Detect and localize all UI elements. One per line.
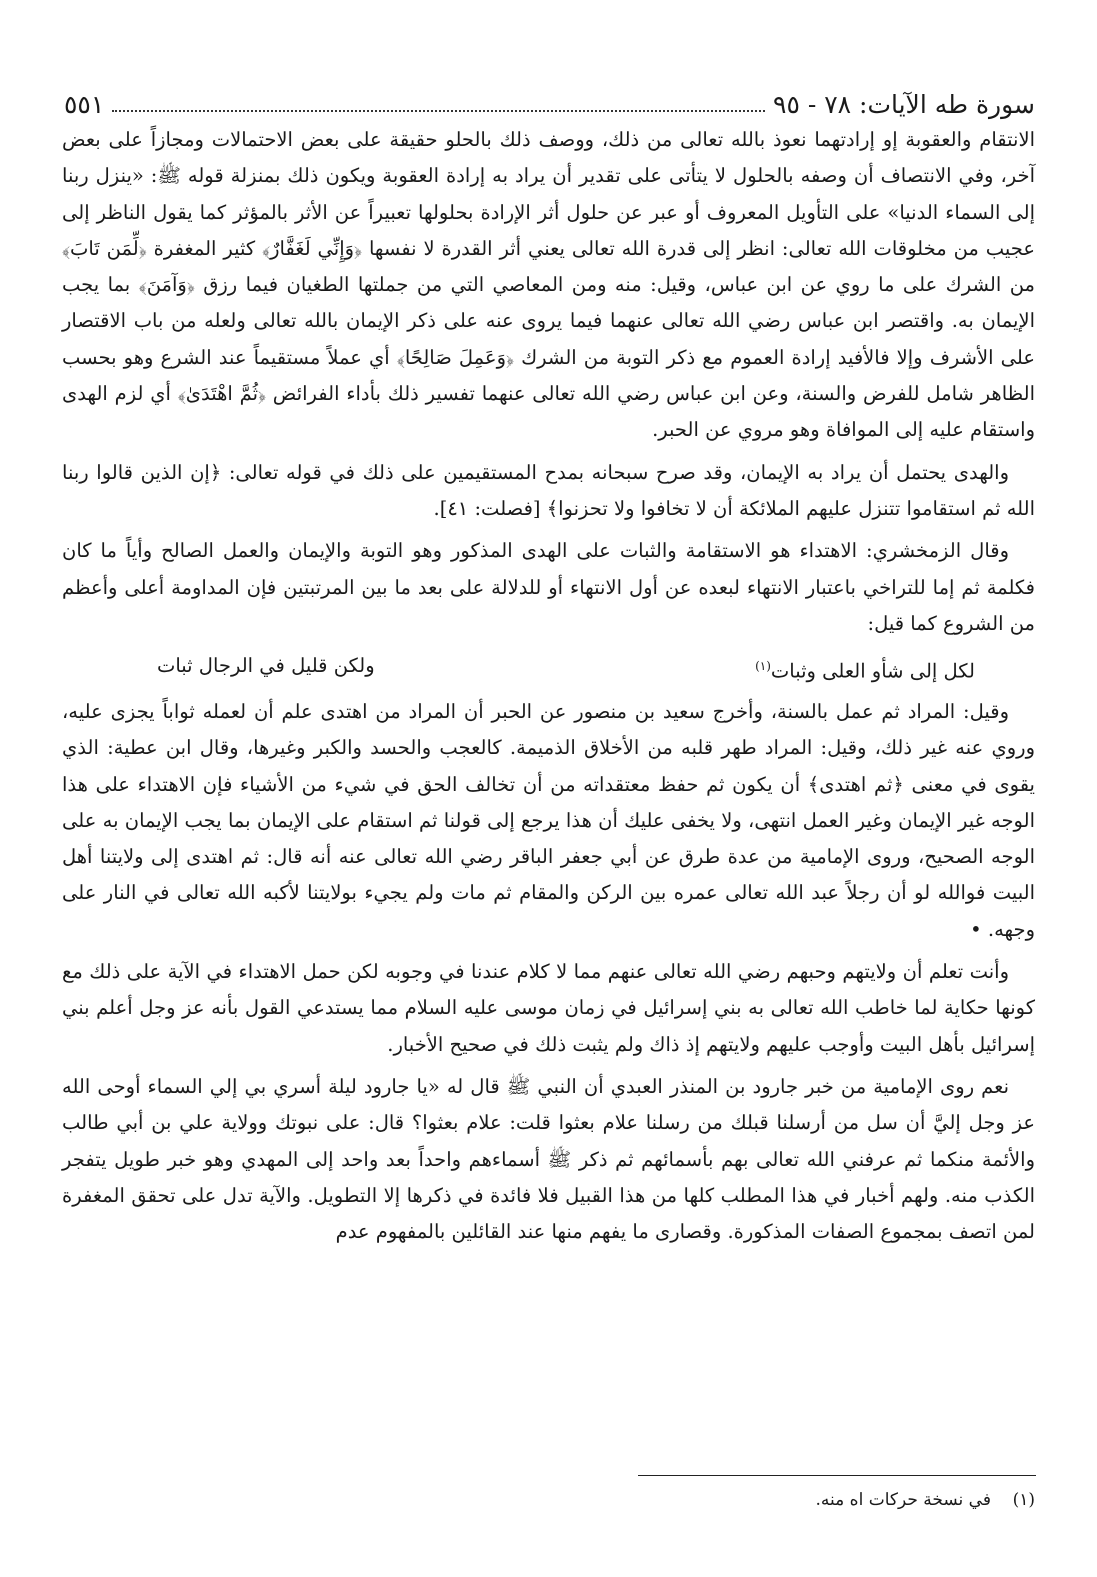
poem-second-hemistich: ولكن قليل في الرجال ثبات bbox=[157, 654, 375, 678]
footnote bbox=[816, 1488, 1036, 1512]
paragraph: الانتقام والعقوبة إو إرادتهما نعوذ بالله تعالى من ذلك، ووصف ذلك بالحلو حقيقة على بعض الاحتمالات ومجازاً على بعض آخر، وفي الانتصاف أن وصفه بالحلول لا يتأتى على تقدير أن يراد به إرادة العقوبة ويكون ذلك بمنزلة قوله ﷺ: «ينزل ربنا إلى السماء الدنيا» على التأويل المعروف أو عبر عن حلول أثر الإرادة بحلولها تعبيراً عن الأثر بالمؤثر كما يقول الناظر إلى عجيب من مخلوقات الله تعالى: انظر إلى قدرة الله تعالى يعني أثر القدرة لا نفسها ﴿وَإِنِّي لَغَفَّارٌ﴾ كثير المغفرة ﴿لِّمَن تَابَ﴾ من الشرك على ما روي عن ابن عباس، وقيل: منه ومن المعاصي التي من جملتها الطغيان فيما رزق ﴿وَآمَنَ﴾ بما يجب الإيمان به. واقتصر ابن عباس رضي الله تعالى عنهما فيما يروى عنه على ذكر الإيمان بالله تعالى ولعله من باب الاقتصار على الأشرف وإلا فالأفيد إرادة العموم مع ذكر التوبة من الشرك ﴿وَعَمِلَ صَالِحًا﴾ أي عملاً مستقيماً عند الشرع وهو بحسب الظاهر شامل للفرض والسنة، وعن ابن عباس رضي الله تعالى عنهما تفسير ذلك بأداء الفرائض ﴿ثُمَّ اهْتَدَىٰ﴾ أي لزم الهدى واستقام عليه إلى الموافاة وهو مروي عن الحبر. bbox=[62, 128, 1035, 442]
page-number: ٥٥١ bbox=[64, 90, 105, 119]
paragraph: والهدى يحتمل أن يراد به الإيمان، وقد صرح سبحانه بمدح المستقيمين على ذلك في قوله تعالى: ﴿إن الذين قالوا ربنا الله ثم استقاموا تتنزل عليهم الملائكة أن لا تخافوا ولا تحزنوا﴾ [فصلت: ٤١]. bbox=[62, 460, 1035, 520]
paragraph: وأنت تعلم أن ولايتهم وحبهم رضي الله تعالى عنهم مما لا كلام عندنا في وجوبه لكن حمل الاهتداء في الآية على ذلك مع كونها حكاية لما خاطب الله تعالى به بني إسرائيل في زمان موسى عليه السلام مما يستدعي القول بأنه عز وجل أعلم بني إسرائيل بأهل البيت وأوجب عليهم ولايتهم إذ ذاك ولم يثبت ذلك في صحيح الأخبار. bbox=[62, 960, 1036, 1056]
footnote-text: في نسخة حركات اه منه. bbox=[815, 1490, 991, 1510]
running-header bbox=[64, 86, 1035, 120]
poem-first-hemistich-text: لكل إلى شأو العلى وثبات bbox=[770, 659, 975, 683]
footnote-marker: (١) bbox=[755, 659, 771, 674]
paragraph: وقيل: المراد ثم عمل بالسنة، وأخرج سعيد بن منصور عن الحبر أن المراد من اهتدى علم أن لعمله ثواباً يجزى عليه، وروي عنه غير ذلك، وقيل: المراد طهر قلبه من الأخلاق الذميمة. كالعجب والحسد والكبر وغيرها، وقال ابن عطية: الذي يقوى في معنى ﴿ثم اهتدى﴾ أن يكون ثم حفظ معتقداته من أن تخالف الحق في شيء من الأشياء فإن الاهتداء على هذا الوجه غير الإيمان وغير العمل انتهى، ولا يخفى عليك أن هذا يرجع إلى قولنا ثم استقام على الإيمان بما يجب الإيمان به على الوجه الصحيح، وروى الإمامية من عدة طرق عن أبي جعفر الباقر رضي الله تعالى عنه أنه قال: ثم اهتدى إلى ولايتنا أهل البيت فوالله لو أن رجلاً عبد الله تعالى عمره بين الركن والمقام ثم مات ولم يجيء بولايتنا لأكبه الله تعالى في النار على وجهه. • bbox=[62, 699, 1035, 941]
paragraph: وقال الزمخشري: الاهتداء هو الاستقامة والثبات على الهدى المذكور وهو التوبة والإيمان والعمل الصالح وأياً ما كان فكلمة ثم إما للتراخي باعتبار الانتهاء لبعده عن أول الانتهاء أو للدلالة على بعد ما بين المرتبتين فإن المداومة أعلى وأعظم من الشروع كما قيل: bbox=[62, 539, 1035, 635]
footnote-divider bbox=[638, 1475, 1036, 1476]
poem-verse bbox=[62, 648, 1035, 690]
header-title: سورة طه الآيات: ٧٨ - ٩٥ bbox=[773, 90, 1035, 119]
main-text bbox=[62, 122, 1035, 1256]
header-dot-leader bbox=[112, 110, 765, 112]
paragraph: نعم روى الإمامية من خبر جارود بن المنذر العبدي أن النبي ﷺ قال له «يا جارود ليلة أسري بي إلي السماء أوحى الله عز وجل إليَّ أن سل من أرسلنا قبلك من رسلنا علام بعثوا قلت: علام بعثوا؟ قال: على نبوتك وولاية علي بن أبي طالب والأئمة منكما ثم عرفني الله تعالى بهم بأسمائهم ثم ذكر ﷺ أسماءهم واحداً بعد واحد إلى المهدي وهو خبر طويل يتفجر الكذب منه. ولهم أخبار في هذا المطلب كلها من هذا القبيل فلا فائدة في ذكرها إلا التطويل. والآية تدل على تحقق المغفرة لمن اتصف بمجموع الصفات المذكورة. وقصارى ما يفهم منها عند القائلين بالمفهوم عدم bbox=[62, 1074, 1035, 1244]
poem-first-hemistich bbox=[755, 648, 975, 690]
footnote-number: (١) bbox=[1012, 1490, 1035, 1510]
